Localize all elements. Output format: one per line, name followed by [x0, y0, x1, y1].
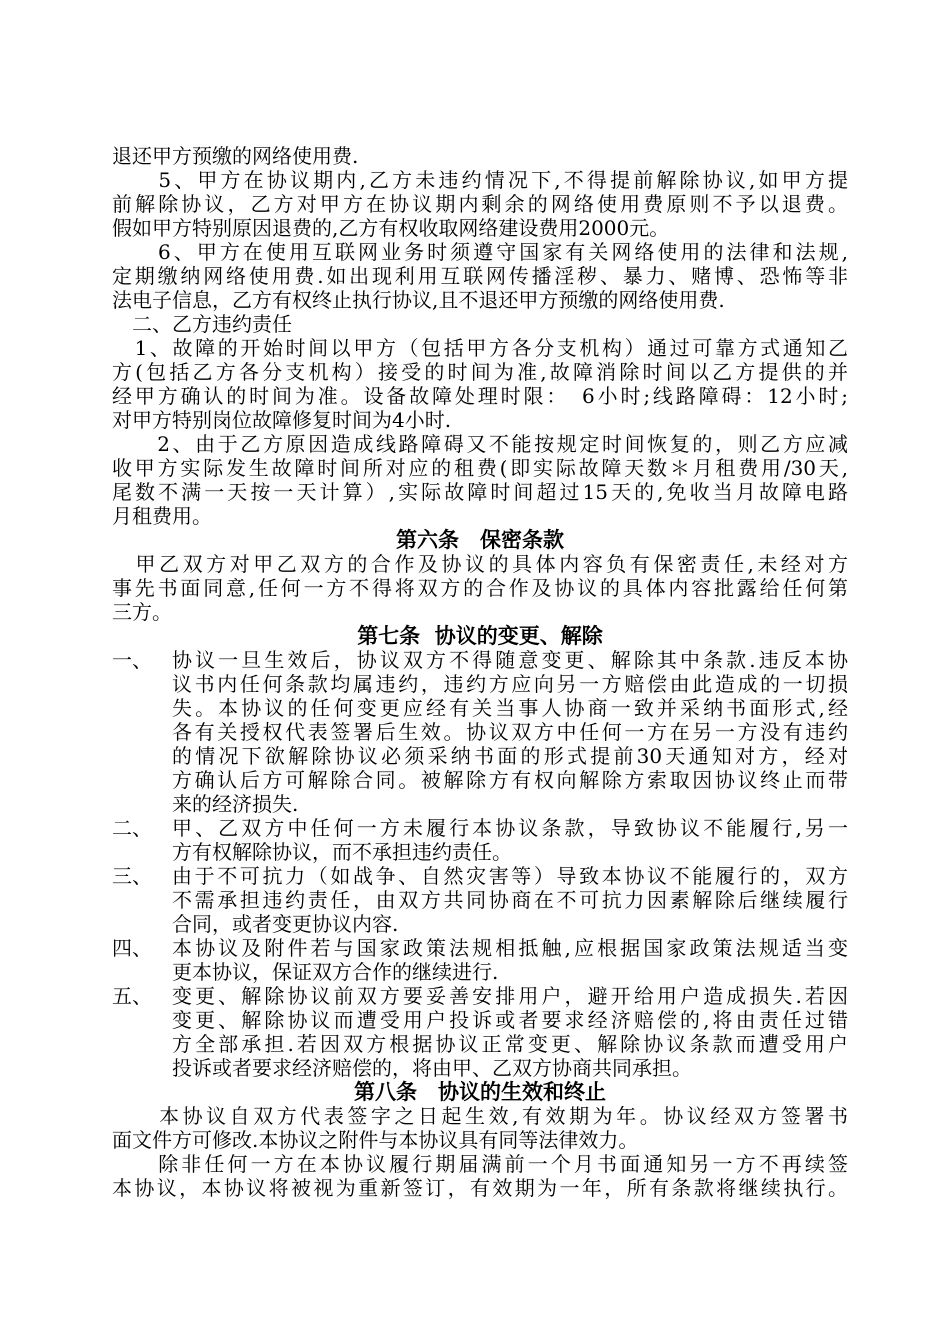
paragraph-line: 变更、解除协议前双方要妥善安排用户，避开给用户造成损失.若因	[172, 984, 848, 1008]
paragraph-line: 面文件方可修改.本协议之附件与本协议具有同等法律效力。	[112, 1128, 639, 1152]
paragraph-line: 2、由于乙方原因造成线路障碍又不能按规定时间恢复的，则乙方应减	[112, 432, 848, 456]
article-7-item-2	[112, 816, 848, 864]
paragraph-line: 本协议自双方代表签字之日起生效,有效期为年。协议经双方签署书	[112, 1104, 848, 1128]
paragraph-line: 三方。	[112, 600, 172, 624]
paragraph-line: 的情况下欲解除协议必须采纳书面的形式提前30天通知对方，经对	[172, 744, 848, 768]
item-number: 二、	[112, 816, 152, 840]
item-body	[172, 648, 848, 816]
paragraph-line: 收甲方实际发生故障时间所对应的租费(即实际故障天数＊月租费用/30天,	[112, 456, 848, 480]
paragraph-line: 甲、乙双方中任何一方未履行本协议条款，导致协议不能履行,另一	[172, 816, 848, 840]
intro-section	[112, 144, 848, 528]
article-6-title: 第六条 保密条款	[396, 528, 564, 552]
paragraph-line: 各有关授权代表签署后生效。协议双方中任何一方在另一方没有违约	[172, 720, 848, 744]
paragraph-line: 5、甲方在协议期内,乙方未违约情况下,不得提前解除协议,如甲方提	[112, 168, 848, 192]
paragraph-line: 本协议，本协议将被视为重新签订，有效期为一年，所有条款将继续执行。	[112, 1176, 848, 1200]
paragraph-line: 对甲方特别岗位故障修复时间为4小时.	[112, 408, 452, 432]
document-page	[112, 144, 848, 1200]
item-body	[172, 864, 848, 936]
item-number: 四、	[112, 936, 152, 960]
section-subheading: 二、乙方违约责任	[112, 312, 292, 336]
paragraph-line: 1、故障的开始时间以甲方（包括甲方各分支机构）通过可靠方式通知乙	[112, 336, 848, 360]
paragraph-line: 合同，或者变更协议内容.	[172, 912, 399, 936]
item-body	[172, 936, 848, 984]
paragraph-line: 除非任何一方在本协议履行期届满前一个月书面通知另一方不再续签	[112, 1152, 848, 1176]
paragraph-line: 不需承担违约责任，由双方共同协商在不可抗力因素解除后继续履行	[172, 888, 848, 912]
paragraph-line: 来的经济损失.	[172, 792, 299, 816]
paragraph-line: 6、甲方在使用互联网业务时须遵守国家有关网络使用的法律和法规,	[112, 240, 848, 264]
paragraph-line: 变更、解除协议而遭受用户投诉或者要求经济赔偿的,将由责任过错	[172, 1008, 848, 1032]
paragraph-line: 经甲方确认的时间为准。设备故障处理时限： 6小时;线路障碍：12小时;	[112, 384, 848, 408]
paragraph-line: 退还甲方预缴的网络使用费.	[112, 144, 359, 168]
item-number: 三、	[112, 864, 152, 888]
paragraph-line: 失。本协议的任何变更应经有关当事人协商一致并采纳书面形式,经	[172, 696, 848, 720]
paragraph-line: 法电子信息，乙方有权终止执行协议,且不退还甲方预缴的网络使用费.	[112, 288, 725, 312]
paragraph-line: 方有权解除协议，而不承担违约责任。	[172, 840, 512, 864]
paragraph-line: 假如甲方特别原因退费的,乙方有权收取网络建设费用2000元。	[112, 216, 670, 240]
paragraph-line: 事先书面同意,任何一方不得将双方的合作及协议的具体内容批露给任何第	[112, 576, 848, 600]
paragraph-line: 甲乙双方对甲乙双方的合作及协议的具体内容负有保密责任,未经对方	[112, 552, 848, 576]
article-7-item-5	[112, 984, 848, 1080]
paragraph-line: 尾数不满一天按一天计算）,实际故障时间超过15天的,免收当月故障电路	[112, 480, 848, 504]
paragraph-line: 更本协议，保证双方合作的继续进行.	[172, 960, 499, 984]
paragraph-line: 月租费用。	[112, 504, 212, 528]
paragraph-line: 协议一旦生效后，协议双方不得随意变更、解除其中条款.违反本协	[172, 648, 848, 672]
item-number: 一、	[112, 648, 152, 672]
article-7-title: 第七条 协议的变更、解除	[357, 624, 603, 648]
article-8-section	[112, 1080, 848, 1200]
article-6-section	[112, 528, 848, 624]
paragraph-line: 议书内任何条款均属违约，违约方应向另一方赔偿由此造成的一切损	[172, 672, 848, 696]
article-7-item-4	[112, 936, 848, 984]
paragraph-line: 本协议及附件若与国家政策法规相抵触,应根据国家政策法规适当变	[172, 936, 848, 960]
item-body	[172, 816, 848, 864]
article-7-section	[112, 624, 848, 1080]
paragraph-line: 方确认后方可解除合同。被解除方有权向解除方索取因协议终止而带	[172, 768, 848, 792]
paragraph-line: 前解除协议，乙方对甲方在协议期内剩余的网络使用费原则不予以退费。	[112, 192, 848, 216]
paragraph-line: 由于不可抗力（如战争、自然灾害等）导致本协议不能履行的，双方	[172, 864, 848, 888]
article-8-title: 第八条 协议的生效和终止	[354, 1080, 606, 1104]
item-number: 五、	[112, 984, 152, 1008]
paragraph-line: 定期缴纳网络使用费.如出现利用互联网传播淫秽、暴力、赌博、恐怖等非	[112, 264, 848, 288]
paragraph-line: 投诉或者要求经济赔偿的，将由甲、乙双方协商共同承担。	[172, 1056, 692, 1080]
article-7-item-1	[112, 648, 848, 816]
paragraph-line: 方(包括乙方各分支机构）接受的时间为准,故障消除时间以乙方提供的并	[112, 360, 848, 384]
article-7-item-3	[112, 864, 848, 936]
item-body	[172, 984, 848, 1080]
paragraph-line: 方全部承担.若因双方根据协议正常变更、解除协议条款而遭受用户	[172, 1032, 848, 1056]
